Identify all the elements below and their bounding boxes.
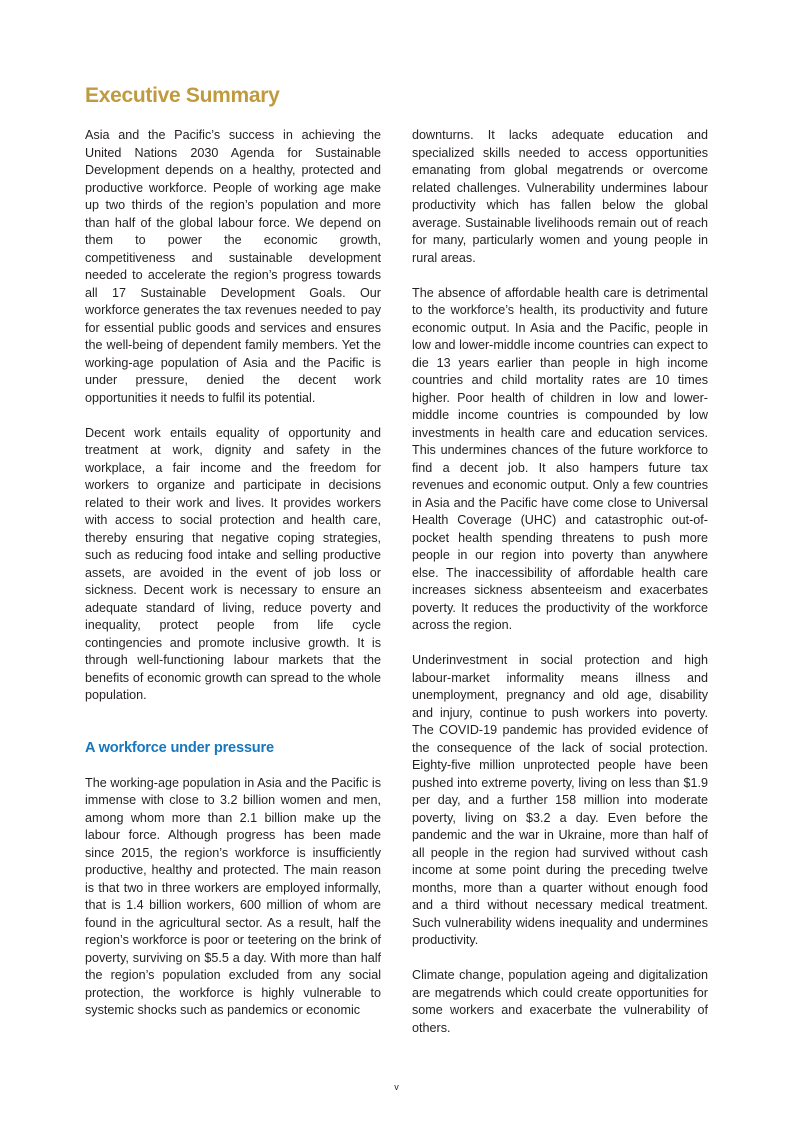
left-column (85, 127, 381, 1037)
body-paragraph: Asia and the Pacific’s success in achieving the United Nations 2030 Agenda for Sustainable Development depends on a healthy, protected and productive workforce. People of working age make up two thirds of the region’s population and more than half of the global labour force. We depend on them to power the economic growth, competitiveness and sustainable development needed to accelerate the region’s progress towards all 17 Sustainable Development Goals. Our workforce generates the tax revenues needed to pay for essential public goods and services and ensures the well-being of dependent family members. Yet the working-age population of Asia and the Pacific is under pressure, denied the decent work opportunities it needs to fulfil its potential. (85, 128, 381, 405)
body-paragraph: Climate change, population ageing and digitalization are megatrends which could create opportunities for some workers and exacerbate the vulnerability of others. (412, 968, 708, 1035)
body-paragraph: Decent work entails equality of opportunity and treatment at work, dignity and safety in the workplace, a fair income and the freedom for workers to organize and participate in decisions related to their work and lives. It provides workers with access to social protection and health care, thereby ensuring that negative coping strategies, such as reducing food intake and selling productive assets, are avoided in the event of job loss or sickness. Decent work is necessary to ensure an adequate standard of living, reduce poverty and inequality, protect people from life cycle contingencies and promote inclusive growth. It is through well-functioning labour markets that the benefits of economic growth can spread to the whole population. (85, 425, 381, 702)
right-column (412, 127, 708, 1055)
page-number: v (394, 1082, 399, 1092)
body-paragraph: Underinvestment in social protection and high labour-market informality means illness and unemployment, pregnancy and old age, disability and injury, continue to push workers into poverty. The COVID-19 pandemic has provided evidence of the consequence of the lack of social protection. Eighty-five million unprotected people have been pushed into extreme poverty, living on less than $1.9 per day, and a further 158 million into moderate poverty, living on $3.2 a day. Even before the pandemic and the war in Ukraine, more than half of all people in the region had survived without cash income at some point during the preceding twelve months, more than a quarter without enough food and a third without necessary medical treatment. Such vulnerability widens inequality and undermines productivity. (412, 653, 708, 947)
body-paragraph: downturns. It lacks adequate education and specialized skills needed to access opportunities emanating from global megatrends or overcome related challenges. Vulnerability undermines labour productivity which has fallen below the global average. Sustainable livelihoods remain out of reach for many, particularly women and young people in rural areas. (412, 128, 708, 265)
body-paragraph: The working-age population in Asia and the Pacific is immense with close to 3.2 billion women and men, among whom more than 2.1 billion make up the labour force. Although progress has been made since 2015, the region’s workforce is insufficiently productive, healthy and protected. The main reason is that two in three workers are employed informally, that is 1.4 billion workers, 600 million of whom are found in the agricultural sector. As a result, half the region’s workforce is poor or teetering on the brink of poverty, surviving on $5.5 a day. With more than half the region’s population excluded from any social protection, the workforce is highly vulnerable to systemic shocks such as pandemics or economic (85, 775, 381, 1017)
page-title: Executive Summary (85, 84, 280, 107)
body-paragraph: The absence of affordable health care is detrimental to the workforce’s health, its productivity and future economic output. In Asia and the Pacific, people in low and lower-middle income countries can expect to die 13 years earlier than people in high income countries and child mortality rates are 10 times higher. Poor health of children in low and lower-middle income countries is compounded by low investments in health care and education services. This undermines chances of the future workforce to find a decent job. It also hampers future tax revenues and economic output. Only a few countries in Asia and the Pacific have come close to Universal Health Coverage (UHC) and catastrophic out-of-pocket health spending threatens to push more people in our region into poverty than anywhere else. The inaccessibility of affordable health care increases sickness absenteeism and exacerbates poverty. It reduces the productivity of the workforce across the region. (412, 285, 708, 632)
section-heading: A workforce under pressure (85, 739, 274, 756)
